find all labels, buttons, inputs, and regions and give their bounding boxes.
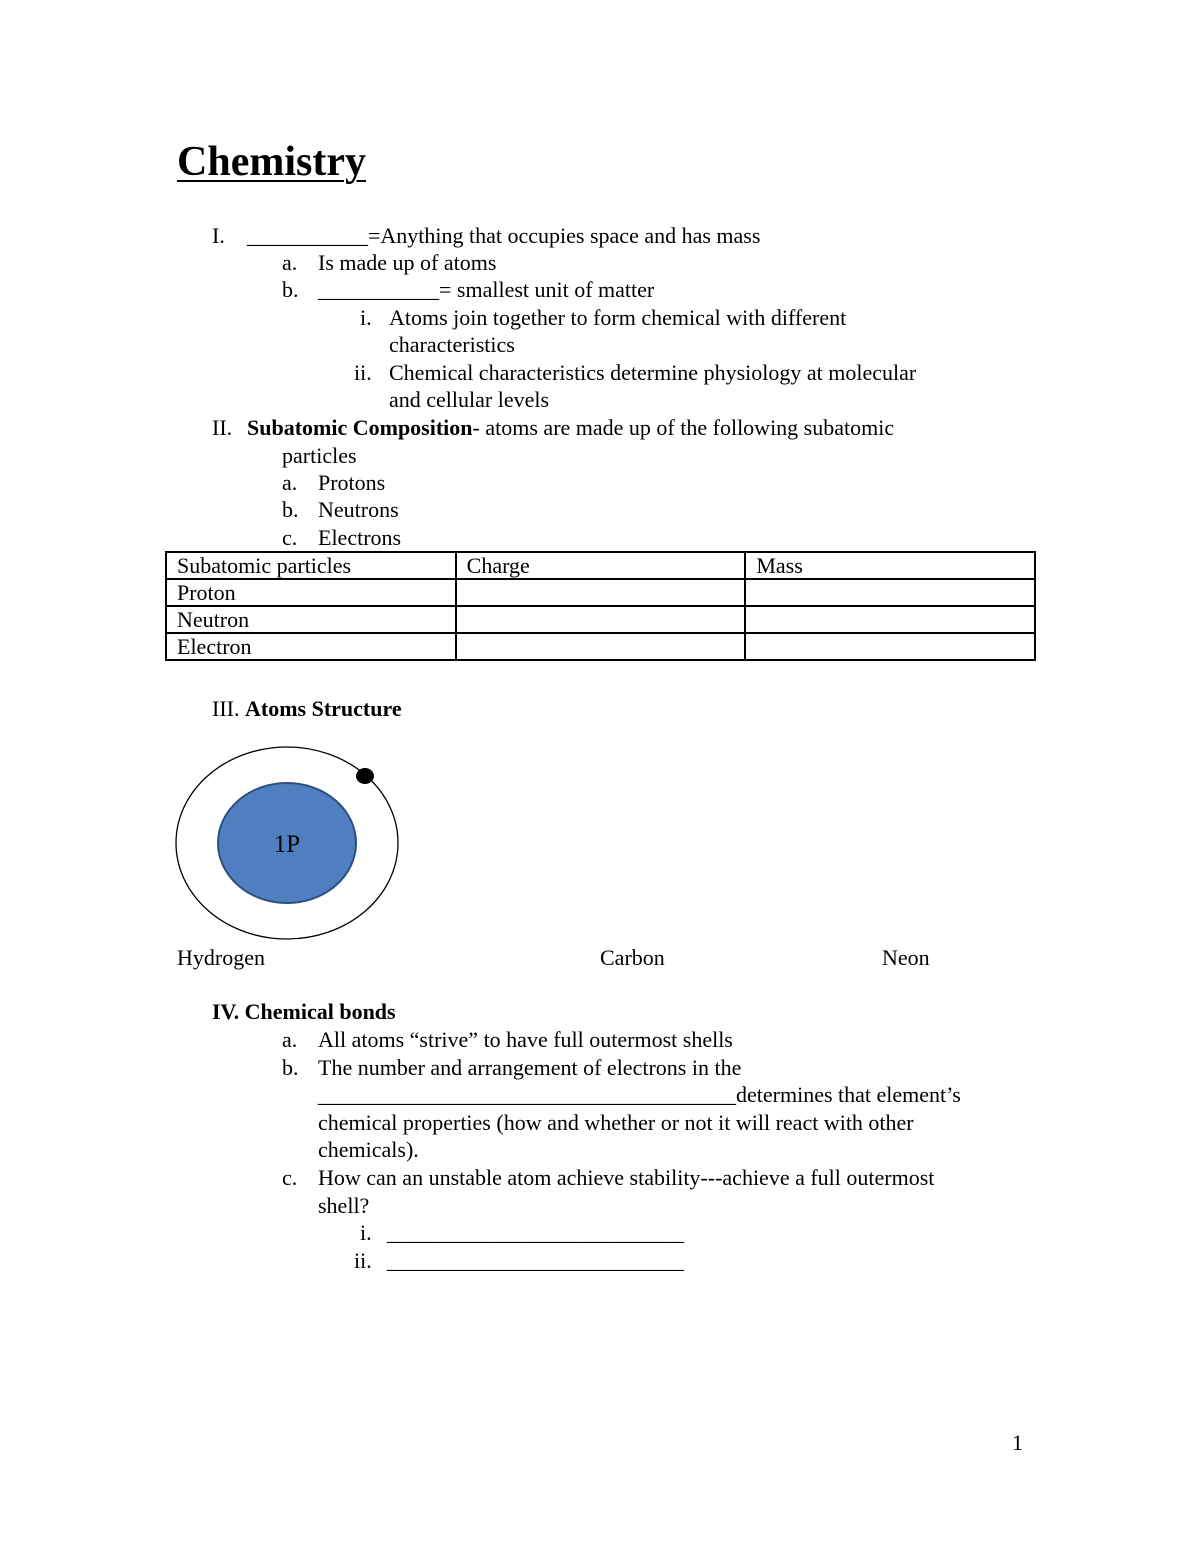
- section-1-number: I.: [212, 223, 225, 248]
- atom-label-neon: Neon: [882, 945, 930, 970]
- table-header-row: [166, 552, 1035, 579]
- section-3-heading: Atoms Structure: [244, 696, 402, 721]
- section-4c-ii-blank: ___________________________: [387, 1248, 684, 1273]
- section-1b-i-line2: characteristics: [389, 332, 515, 357]
- section-4b-line1: The number and arrangement of electrons in the: [318, 1055, 742, 1080]
- table-row: [166, 606, 1035, 633]
- section-4-number: IV.: [212, 999, 240, 1024]
- table-header-cell: Subatomic particles: [166, 552, 456, 579]
- table-cell-blank: [456, 606, 746, 633]
- section-2a-marker: a.: [282, 470, 298, 495]
- section-3-number: III.: [212, 696, 240, 721]
- section-2c-marker: c.: [282, 525, 298, 550]
- section-2-line1: [247, 414, 894, 441]
- section-4b-line3: chemical properties (how and whether or not it will react with other: [318, 1110, 914, 1135]
- section-1b-i-marker: i.: [360, 305, 372, 330]
- section-1b-i-line1: Atoms join together to form chemical with different: [389, 305, 847, 330]
- table-row: [166, 633, 1035, 660]
- table-cell-blank: [745, 633, 1035, 660]
- section-1-text: ___________=Anything that occupies space and has mass: [247, 223, 761, 248]
- section-3-line: [212, 695, 402, 722]
- section-4c-line2: shell?: [318, 1193, 370, 1218]
- page-title: Chemistry: [177, 139, 366, 185]
- section-1b-marker: b.: [282, 277, 299, 302]
- table-cell-blank: [456, 633, 746, 660]
- table-cell-blank: [745, 579, 1035, 606]
- section-1b-text: ___________= smallest unit of matter: [318, 277, 655, 302]
- section-2b-text: Neutrons: [318, 497, 399, 522]
- section-2c-text: Electrons: [318, 525, 402, 550]
- nucleus-label: 1P: [273, 831, 301, 858]
- section-2-number: II.: [212, 415, 233, 440]
- table-cell: Neutron: [166, 606, 456, 633]
- section-4-line: [212, 998, 396, 1025]
- section-4b-line2-text: determines that element’s: [736, 1082, 961, 1107]
- page-number: 1: [1012, 1430, 1023, 1455]
- section-4b-blank: ______________________________________: [318, 1082, 736, 1107]
- section-4a-marker: a.: [282, 1027, 298, 1052]
- section-1b-ii-line1: Chemical characteristics determine physiology at molecular: [389, 360, 917, 385]
- section-4b-marker: b.: [282, 1055, 299, 1080]
- hydrogen-atom-diagram: [170, 740, 410, 950]
- section-4c-marker: c.: [282, 1165, 298, 1190]
- table-cell-blank: [745, 606, 1035, 633]
- section-1a-text: Is made up of atoms: [318, 250, 497, 275]
- table-cell: Electron: [166, 633, 456, 660]
- section-2b-marker: b.: [282, 497, 299, 522]
- section-2-heading: Subatomic Composition: [247, 415, 473, 440]
- section-4c-i-blank: ___________________________: [387, 1220, 684, 1245]
- table-cell-blank: [456, 579, 746, 606]
- atom-label-hydrogen: Hydrogen: [177, 945, 265, 970]
- section-4c-i-marker: i.: [360, 1220, 372, 1245]
- section-2-line2: particles: [282, 443, 357, 468]
- section-4b-line2: [318, 1081, 961, 1108]
- section-1b-ii-line2: and cellular levels: [389, 387, 550, 412]
- subatomic-particles-table: [165, 551, 1036, 661]
- electron: [356, 768, 374, 784]
- table-cell: Proton: [166, 579, 456, 606]
- table-header-cell: Charge: [456, 552, 746, 579]
- section-4a-text: All atoms “strive” to have full outermost shells: [318, 1027, 733, 1052]
- section-2a-text: Protons: [318, 470, 386, 495]
- section-2-text: - atoms are made up of the following subatomic: [472, 415, 895, 440]
- section-4c-line1: How can an unstable atom achieve stability---achieve a full outermost: [318, 1165, 935, 1190]
- atom-label-carbon: Carbon: [600, 945, 665, 970]
- section-4c-ii-marker: ii.: [354, 1248, 372, 1273]
- section-4b-line4: chemicals).: [318, 1137, 419, 1162]
- section-4-heading: Chemical bonds: [244, 999, 396, 1024]
- section-1b-ii-marker: ii.: [354, 360, 372, 385]
- table-row: [166, 579, 1035, 606]
- table-header-cell: Mass: [745, 552, 1035, 579]
- section-1a-marker: a.: [282, 250, 298, 275]
